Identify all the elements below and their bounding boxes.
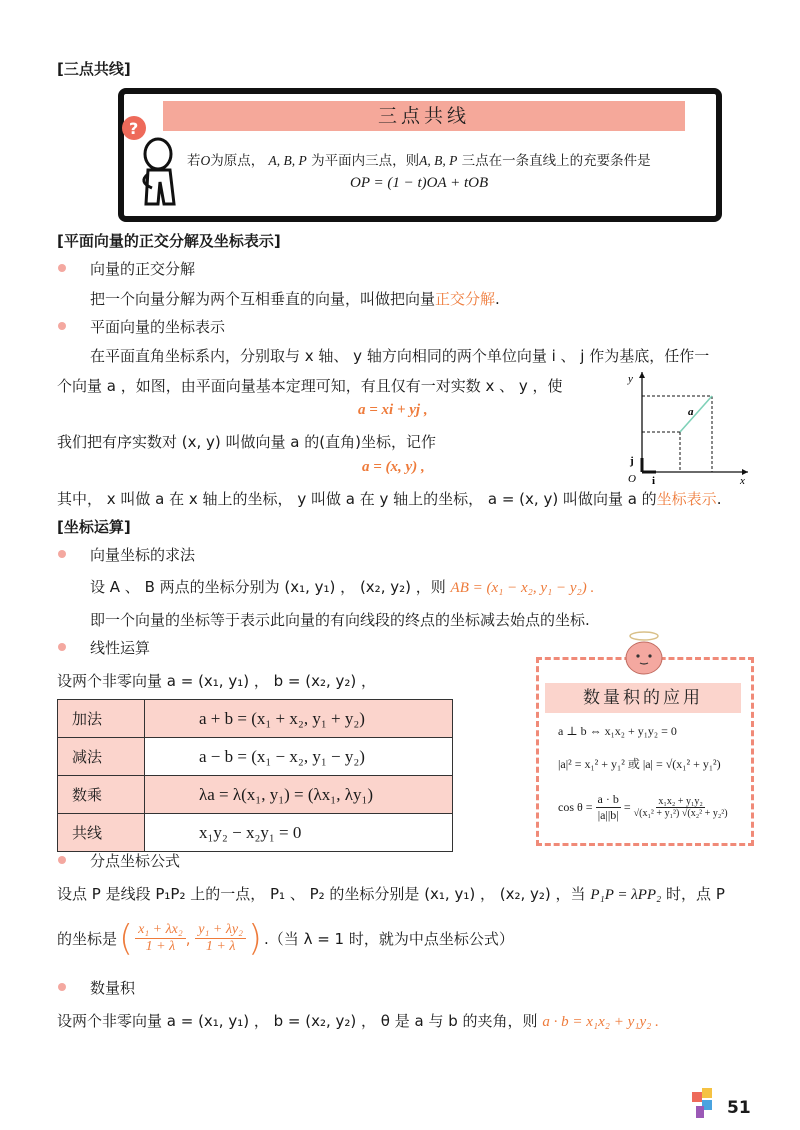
table-cell-formula: a + b = (x₁ + x₂, y₁ + y₂) [145, 700, 453, 738]
table-cell-label: 数乘 [58, 776, 145, 814]
coord-eq-2: a = (x, y) , [362, 459, 425, 475]
vector-coord-line2: 即一个向量的坐标等于表示此向量的有向线段的终点的坐标减去始点的坐标. [90, 611, 590, 629]
coord-repr-para2: 个向量 a ，如图，由平面向量基本定理可知，有且仅有一对实数 x 、 y ，使 [57, 377, 563, 395]
coord-eq-1: a = xi + yj , [358, 402, 428, 418]
orthogonal-text: 把一个向量分解为两个互相垂直的向量，叫做把向量正交分解. [90, 290, 500, 308]
callout-line-1: 若O为原点， A, B, P 为平面内三点，则A, B, P 三点在一条直线上的充要条件是 [187, 153, 651, 169]
section-point-line2: 的坐标是 ( x₁ + λx₂ 1 + λ , y₁ + λy₂ 1 + λ ) .（当 λ = 1 时，就为中点坐标公式） [57, 918, 514, 959]
table-row [58, 814, 453, 852]
coord-repr-para4: 其中， x 叫做 a 在 x 轴上的坐标， y 叫做 a 在 y 轴上的坐标， a = (x, y) 叫做向量 a 的坐标表示. [57, 490, 722, 508]
j-label: j [630, 455, 634, 467]
dot-box-line3: cos θ = $\frac{a \cdot b}{|a||b|}$ = $\frac{\text{x₁x₂ + y₁y₂}}{\text{√(x₁² + y₁²) √(x₂² + y₂²)}}$ [558, 792, 728, 822]
bullet-orthogonal: 向量的正交分解 [90, 260, 196, 278]
coord-repr-para3: 我们把有序实数对 (x, y) 叫做向量 a 的(直角)坐标，记作 [57, 433, 436, 451]
bullet-dot-product: 数量积 [90, 979, 136, 997]
bullet-dot [58, 322, 66, 330]
origin-label: O [628, 473, 636, 485]
dot-box-line1: a ⊥ b ⇔ x₁x₂ + y₁y₂ = 0 [558, 724, 677, 738]
table-row [58, 700, 453, 738]
bullet-linear-ops: 线性运算 [90, 639, 151, 657]
dot-box-title: 数量积的应用 [545, 683, 741, 713]
section-point-line1: 设点 P 是线段 P₁P₂ 上的一点， P₁ 、 P₂ 的坐标分别是 (x₁, y₁) ， (x₂, y₂) ，当 P₁P = λPP₂ 时，点 P [57, 885, 725, 903]
publisher-logo-icon [690, 1088, 720, 1120]
callout-title: 三点共线 [163, 101, 685, 131]
table-cell-formula: a − b = (x₁ − x₂, y₁ − y₂) [145, 738, 453, 776]
section-title-decomposition: [平面向量的正交分解及坐标表示] [57, 232, 281, 250]
bullet-dot [58, 550, 66, 558]
table-row [58, 738, 453, 776]
section-title-collinear: [三点共线] [57, 60, 131, 78]
bullet-section-point: 分点坐标公式 [90, 852, 181, 870]
i-label: i [652, 475, 656, 486]
table-cell-label: 减法 [58, 738, 145, 776]
y-axis-label: y [628, 373, 633, 385]
table-cell-formula: λa = λ(x₁, y₁) = (λx₁, λy₁) [145, 776, 453, 814]
bullet-dot [58, 264, 66, 272]
mascot-icon [622, 628, 666, 676]
bullet-dot [58, 856, 66, 864]
table-cell-label: 共线 [58, 814, 145, 852]
coordinate-figure [612, 368, 752, 486]
callout-formula: OP = (1 − t)OA + tOB [350, 175, 489, 191]
bullet-dot [58, 983, 66, 991]
bullet-coord-repr: 平面向量的坐标表示 [90, 318, 226, 336]
section-title-coord-ops: [坐标运算] [57, 518, 131, 536]
a-label: a [688, 406, 694, 418]
coord-repr-para1: 在平面直角坐标系内，分别取与 x 轴、 y 轴方向相同的两个单位向量 i 、 j 作为基底，任作一 [90, 347, 710, 365]
svg-text:?: ? [129, 119, 139, 138]
x-axis-label: x [740, 475, 745, 486]
thinking-person-icon [118, 112, 184, 216]
vector-coord-line1: 设 A 、 B 两点的坐标分别为 (x₁, y₁) ， (x₂, y₂) ，则 AB = (x₁ − x₂, y₁ − y₂) . [90, 578, 595, 596]
bullet-vector-coord: 向量坐标的求法 [90, 546, 196, 564]
dot-product-line: 设两个非零向量 a = (x₁, y₁) ， b = (x₂, y₂) ， θ 是 a 与 b 的夹角，则 a · b = x₁x₂ + y₁y₂ . [57, 1012, 659, 1030]
page-number: 51 [727, 1098, 751, 1118]
linear-ops-intro: 设两个非零向量 a = (x₁, y₁) ， b = (x₂, y₂) ， [57, 672, 377, 690]
table-cell-label: 加法 [58, 700, 145, 738]
table-row [58, 776, 453, 814]
dot-box-line2: |a|² = x₁² + y₁² 或 |a| = √(x₁² + y₁²) [558, 757, 721, 771]
table-cell-formula: x₁y₂ − x₂y₁ = 0 [145, 814, 453, 852]
bullet-dot [58, 643, 66, 651]
linear-ops-table [57, 699, 453, 852]
